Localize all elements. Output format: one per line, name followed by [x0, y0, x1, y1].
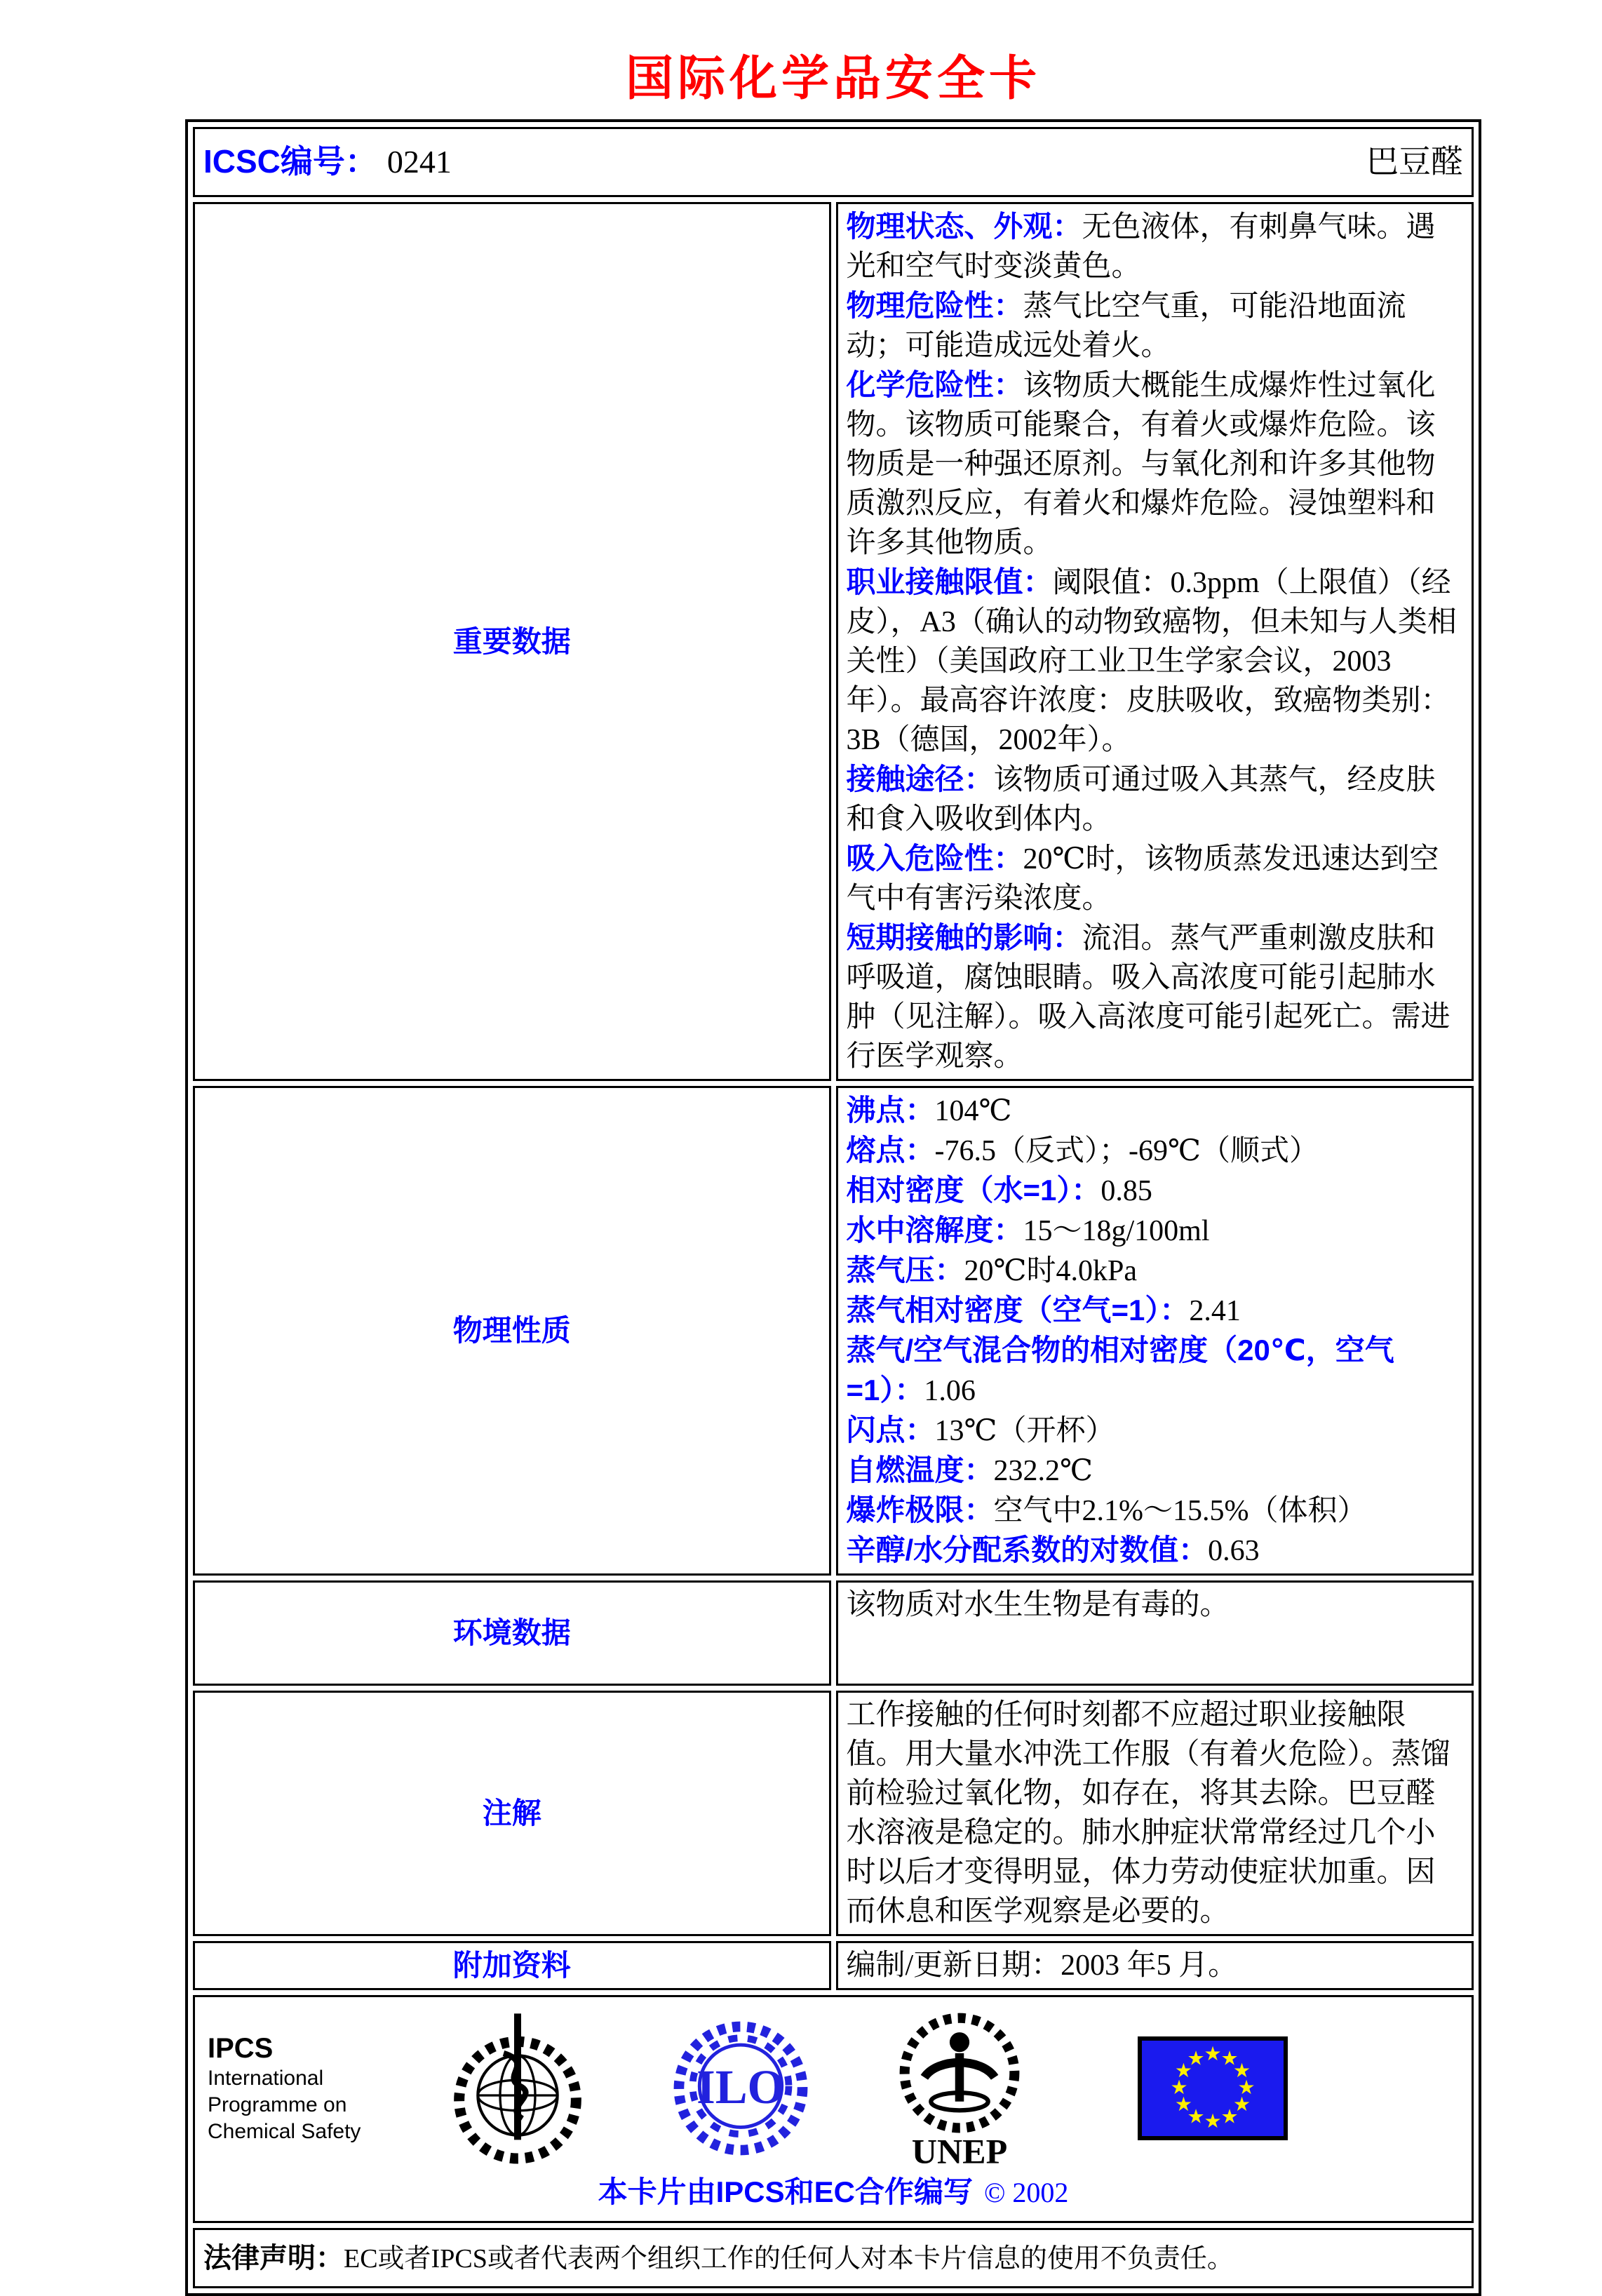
- svg-text:★: ★: [1174, 2093, 1192, 2116]
- physical-item: [847, 1251, 1464, 1291]
- important-item: [847, 286, 1464, 365]
- field-value: 20℃时，该物质蒸发迅速达到空气中有害污染浓度。: [846, 843, 1439, 915]
- physical-item: [847, 1331, 1464, 1411]
- field-label: 吸入危险性：: [846, 842, 1023, 875]
- notes-content: 工作接触的任何时刻都不应超过职业接触限值。用大量水冲洗工作服（有着火危险）。蒸馏前检验过氧化物，如存在，将其去除。巴豆醛水溶液是稳定的。肺水肿症状常常经过几个小时以后才变得明显，体力劳动使症状加重。因而休息和医学观察是必要的。: [836, 1691, 1474, 1936]
- credit-line: [203, 2173, 1463, 2218]
- field-value: 空气中2.1%～15.5%（体积）: [993, 1495, 1367, 1527]
- header-cell: [193, 127, 1474, 197]
- physical-properties-row: [193, 1086, 1474, 1576]
- section-label-physical: 物理性质: [193, 1086, 831, 1576]
- footer-row: [193, 1995, 1474, 2223]
- additional-info-content: 编制/更新日期：2003 年5 月。: [836, 1941, 1474, 1990]
- ipcs-line: International: [208, 2067, 324, 2090]
- ipcs-title: IPCS: [208, 2033, 274, 2064]
- field-value: 蒸气比空气重，可能沿地面流动；可能造成远处着火。: [846, 290, 1406, 362]
- environmental-data-row: [193, 1580, 1474, 1686]
- physical-item: [847, 1531, 1464, 1571]
- important-item: [847, 760, 1464, 839]
- copyright-text: © 2002: [983, 2177, 1069, 2208]
- icsc-number-group: [203, 142, 452, 183]
- field-label: 物理危险性：: [846, 289, 1023, 322]
- svg-text:★: ★: [1204, 2109, 1222, 2133]
- field-label: 职业接触限值：: [846, 565, 1053, 598]
- unep-letters: UNEP: [911, 2131, 1008, 2171]
- legal-label: 法律声明：: [203, 2242, 344, 2274]
- field-value: 0.63: [1208, 1535, 1260, 1567]
- field-label: 蒸气压：: [846, 1254, 964, 1287]
- section-label-notes: 注解: [193, 1691, 831, 1936]
- field-value: 无色液体，有刺鼻气味。遇光和空气时变淡黄色。: [846, 211, 1436, 283]
- field-value: 13℃（开杯）: [934, 1415, 1115, 1447]
- field-value: 流泪。蒸气严重刺激皮肤和呼吸道，腐蚀眼睛。吸入高浓度可能引起肺水肿（见注解）。吸入高浓度可能引起死亡。需进行医学观察。: [846, 922, 1450, 1073]
- important-item: [847, 563, 1464, 760]
- legal-text: EC或者IPCS或者代表两个组织工作的任何人对本卡片信息的使用不负责任。: [344, 2243, 1234, 2274]
- svg-text:★: ★: [1233, 2093, 1251, 2116]
- ipcs-text-block: [203, 2032, 435, 2145]
- physical-item: [847, 1451, 1464, 1491]
- svg-text:★: ★: [1237, 2076, 1256, 2099]
- who-logo-icon: [447, 2005, 588, 2172]
- physical-item: [847, 1211, 1464, 1251]
- field-value: -76.5（反式）；-69℃（顺式）: [934, 1135, 1319, 1167]
- svg-text:★: ★: [1220, 2104, 1239, 2128]
- unep-logo-icon: [894, 2004, 1025, 2173]
- ilo-logo-icon: [672, 2014, 809, 2163]
- field-label: 爆炸极限：: [846, 1493, 994, 1526]
- important-item: [847, 365, 1464, 563]
- field-value: 1.06: [924, 1375, 976, 1407]
- section-label-additional: 附加资料: [193, 1941, 831, 1990]
- legal-row: [193, 2228, 1474, 2288]
- section-label-important: 重要数据: [193, 202, 831, 1081]
- svg-text:★: ★: [1187, 2046, 1205, 2070]
- credit-text: 本卡片由IPCS和EC合作编写: [598, 2175, 973, 2208]
- icsc-number-label: ICSC编号：: [203, 142, 377, 180]
- field-value: 15～18g/100ml: [1023, 1215, 1210, 1247]
- field-value: 该物质大概能生成爆炸性过氧化物。该物质可能聚合，有着火或爆炸危险。该物质是一种强还原剂。与氧化剂和许多其他物质激烈反应，有着火和爆炸危险。浸蚀塑料和许多其他物质。: [846, 370, 1436, 559]
- svg-text:★: ★: [1233, 2059, 1251, 2082]
- field-label: 化学危险性：: [846, 368, 1023, 401]
- field-label: 辛醇/水分配系数的对数值：: [846, 1533, 1209, 1566]
- ipcs-line: Programme on: [208, 2093, 347, 2116]
- additional-info-row: [193, 1941, 1474, 1990]
- eu-flag-icon: [1138, 2036, 1288, 2140]
- icsc-number-value: 0241: [386, 143, 452, 180]
- field-label: 闪点：: [846, 1414, 935, 1446]
- field-label: 接触途径：: [846, 763, 994, 795]
- field-label: 熔点：: [846, 1134, 935, 1167]
- svg-text:★: ★: [1220, 2046, 1239, 2070]
- footer-cell: [193, 1995, 1474, 2223]
- legal-cell: [193, 2228, 1474, 2288]
- field-label: 水中溶解度：: [846, 1214, 1023, 1247]
- field-value: 该物质可通过吸入其蒸气，经皮肤和食入吸收到体内。: [846, 764, 1436, 835]
- field-label: 物理状态、外观：: [846, 210, 1082, 243]
- important-item: [847, 839, 1464, 918]
- physical-item: [847, 1091, 1464, 1131]
- ilo-letters: ILO: [696, 2060, 785, 2114]
- field-value: 104℃: [934, 1095, 1012, 1127]
- safety-card-table: [185, 119, 1481, 2296]
- notes-row: [193, 1691, 1474, 1936]
- svg-text:★: ★: [1204, 2042, 1222, 2065]
- important-data-content: [836, 202, 1474, 1081]
- svg-text:★: ★: [1187, 2104, 1205, 2128]
- physical-properties-content: [836, 1086, 1474, 1576]
- field-label: 沸点：: [846, 1094, 935, 1127]
- field-label: 蒸气/空气混合物的相对密度（20℃，空气=1）：: [846, 1334, 1394, 1407]
- physical-item: [847, 1291, 1464, 1331]
- field-label: 自燃温度：: [846, 1454, 994, 1486]
- environmental-data-content: 该物质对水生生物是有毒的。: [836, 1580, 1474, 1686]
- field-value: 232.2℃: [993, 1455, 1093, 1487]
- field-label: 短期接触的影响：: [846, 921, 1082, 954]
- field-label: 相对密度（水=1）：: [846, 1174, 1101, 1207]
- important-item: [847, 207, 1464, 286]
- field-value: 2.41: [1189, 1295, 1241, 1327]
- physical-item: [847, 1411, 1464, 1451]
- ipcs-line: Chemical Safety: [208, 2120, 361, 2143]
- field-value: 0.85: [1100, 1175, 1152, 1207]
- section-label-environment: 环境数据: [193, 1580, 831, 1686]
- field-value: 20℃时4.0kPa: [964, 1255, 1137, 1287]
- field-value: 阈限值：0.3ppm（上限值）（经皮），A3（确认的动物致癌物，但未知与人类相关性）（美国政府工业卫生学家会议，2003年）。最高容许浓度：皮肤吸收，致癌物类别：3B（德国，2002年）。: [846, 567, 1457, 756]
- page-title: 国际化学品安全卡: [625, 52, 1041, 105]
- physical-item: [847, 1131, 1464, 1171]
- important-item: [847, 918, 1464, 1076]
- svg-text:★: ★: [1170, 2076, 1188, 2099]
- field-label: 蒸气相对密度（空气=1）：: [846, 1294, 1190, 1327]
- important-data-row: [193, 202, 1474, 1081]
- physical-item: [847, 1171, 1464, 1211]
- header-row: [193, 127, 1474, 197]
- physical-item: [847, 1491, 1464, 1531]
- chemical-name: 巴豆醛: [1366, 144, 1463, 180]
- svg-text:★: ★: [1174, 2059, 1192, 2082]
